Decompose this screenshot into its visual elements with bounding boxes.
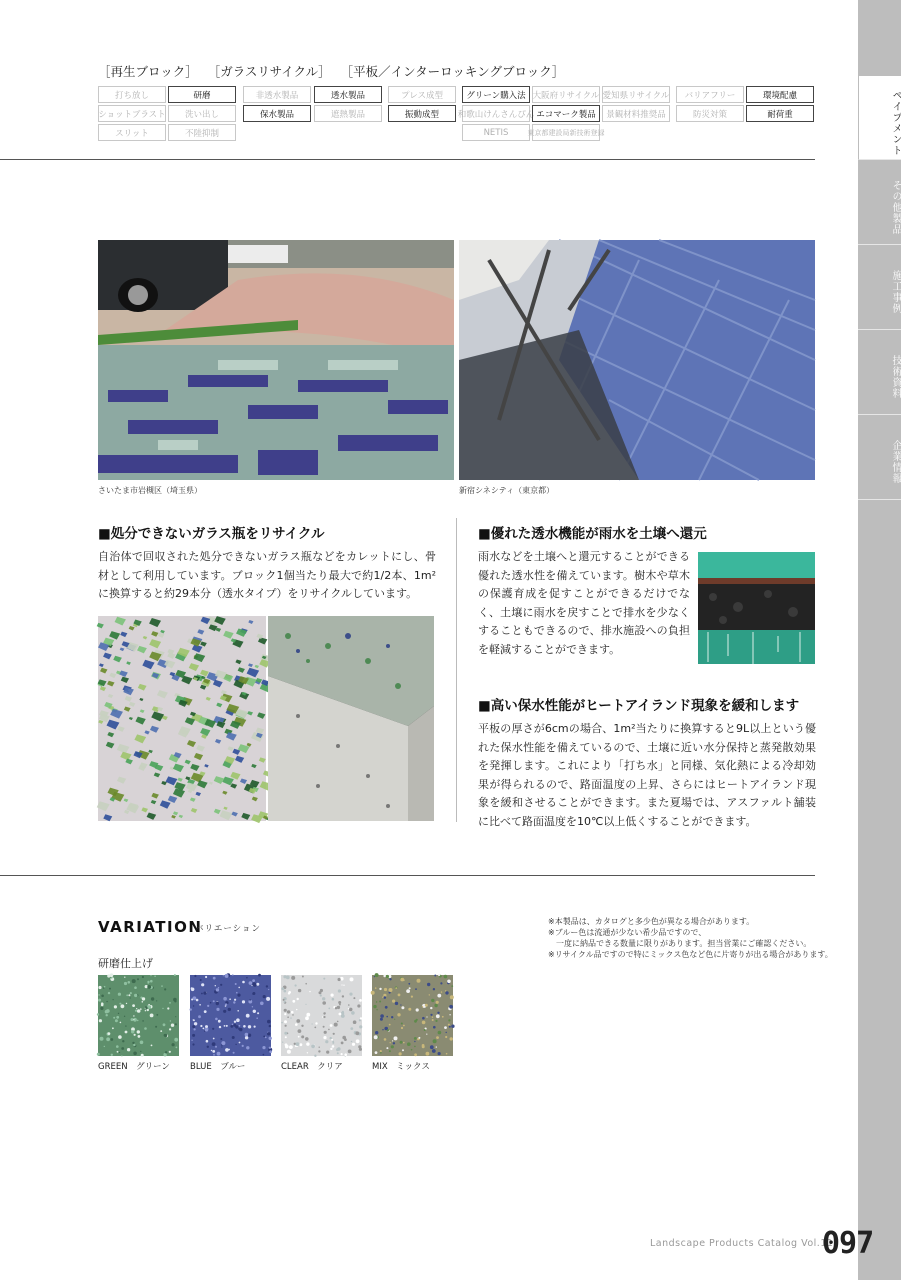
section-divider <box>0 875 815 876</box>
swatch-label-blue: BLUE ブルー <box>190 1062 246 1072</box>
photo-iwatsuki-plaza <box>98 240 454 480</box>
feature-tag: スリット <box>98 124 166 141</box>
feature-tag: 透水製品 <box>314 86 382 103</box>
swatch-green <box>98 975 179 1056</box>
swatch-label-clear: CLEAR クリア <box>281 1062 343 1072</box>
side-tab-company-info[interactable]: 企業情報 <box>858 415 901 500</box>
variation-subtitle: バリエーション <box>195 924 261 934</box>
finish-label: 研磨仕上げ <box>98 957 153 970</box>
photo-glass-cullet <box>98 616 266 821</box>
side-tab-case-studies[interactable]: 施工事例 <box>858 245 901 330</box>
photo-shinjuku-cinecity <box>459 240 815 480</box>
header-divider <box>0 159 815 160</box>
section-body-recycle: 自治体で回収された処分できないガラス瓶などをカレットにし、骨材として利用しています。ブロック1個当たり最大で約1/2本、1m²に換算すると約29本分（透水タイプ）をリサイクルしています。 <box>98 550 436 600</box>
feature-tag: 非透水製品 <box>243 86 311 103</box>
note-line: 一度に納品できる数量に限りがあります。担当営業にご確認ください。 <box>548 939 812 948</box>
category-paving-block: ［平板／インターロッキングブロック］ <box>340 64 565 79</box>
swatch-label-green: GREEN グリーン <box>98 1062 170 1072</box>
product-notes <box>548 916 833 960</box>
swatch-clear <box>281 975 362 1056</box>
feature-tag: バリアフリー <box>676 86 744 103</box>
feature-tag: 洗い出し <box>168 105 236 122</box>
feature-tag: 防災対策 <box>676 105 744 122</box>
feature-tag: 保水製品 <box>243 105 311 122</box>
side-tab-pavement[interactable]: ペイブメント <box>858 76 901 160</box>
feature-tag: 大阪府リサイクル <box>532 86 600 103</box>
note-line: ※ブルー色は流通が少ない希少品ですので、 <box>548 928 707 937</box>
category-glass-recycle: ［ガラスリサイクル］ <box>207 64 331 79</box>
feature-tag: ショットブラスト <box>98 105 166 122</box>
section-title-permeable: ■優れた透水機能が雨水を土壌へ還元 <box>478 526 707 542</box>
note-line: ※本製品は、カタログと多少色が異なる場合があります。 <box>548 917 755 926</box>
feature-tag: 打ち放し <box>98 86 166 103</box>
section-body-permeable: 雨水などを土壌へと還元することができる優れた透水性を備えています。樹木や草木の保護育成を促すことができるだけでなく、土壌に雨水を戻すことで排水を少なくすることもできるので、排水施設への負担を軽減することができます。 <box>478 550 690 656</box>
swatch-label-mix: MIX ミックス <box>372 1062 430 1072</box>
category-heading <box>98 62 570 80</box>
feature-tag: 愛知県リサイクル <box>602 86 670 103</box>
feature-tag: 環境配慮 <box>746 86 814 103</box>
catalog-name: Landscape Products Catalog Vol.11 <box>650 1238 834 1249</box>
feature-tag: 振動成型 <box>388 105 456 122</box>
photo-block-closeup <box>268 616 434 821</box>
feature-tag: 景観材料推奨品 <box>602 105 670 122</box>
category-recycled-block: ［再生ブロック］ <box>98 64 198 79</box>
side-tab-technical-data[interactable]: 技術資料 <box>858 330 901 415</box>
note-line: ※リサイクル品ですので特にミックス色など色に片寄りが出る場合があります。 <box>548 950 833 959</box>
caption-left-photo: さいたま市岩槻区（埼玉県） <box>98 486 202 495</box>
feature-tag: グリーン購入法 <box>462 86 530 103</box>
side-navigation <box>858 0 901 1280</box>
feature-tag: 研磨 <box>168 86 236 103</box>
feature-tag: 東京都建設局新技術登録 <box>532 124 600 141</box>
feature-tag: 和歌山けんさんぴん <box>462 105 530 122</box>
caption-right-photo: 新宿シネシティ（東京都） <box>459 486 555 495</box>
variation-title: VARIATION <box>98 918 203 936</box>
section-title-water-retention: ■高い保水性能がヒートアイランド現象を緩和します <box>478 698 800 714</box>
column-divider <box>456 518 457 822</box>
page-number: 097 <box>822 1226 874 1261</box>
section-title-recycle: ■処分できないガラス瓶をリサイクル <box>98 526 325 542</box>
feature-tag: プレス成型 <box>388 86 456 103</box>
side-tab-other-products[interactable]: その他製品 <box>858 160 901 245</box>
feature-tag: 不陸抑制 <box>168 124 236 141</box>
section-body-water-retention: 平板の厚さが6cmの場合、1m²当たりに換算すると9L以上という優れた保水性能を備えているので、土壌に近い水分保持と蒸発散効果を発揮します。これにより「打ち水」と同様、気化熱による冷却効果が得られるので、路面温度の上昇、さらにはヒートアイランド現象を緩和させることができます。また夏場では、アスファルト舗装に比べて路面温度を10℃以上低くすることができます。 <box>478 722 816 828</box>
photo-permeability-test <box>698 552 815 664</box>
feature-tag: エコマーク製品 <box>532 105 600 122</box>
swatch-blue <box>190 975 271 1056</box>
swatch-mix <box>372 975 453 1056</box>
feature-tag: NETIS <box>462 124 530 141</box>
feature-tag: 耐荷重 <box>746 105 814 122</box>
feature-tag: 遮熱製品 <box>314 105 382 122</box>
